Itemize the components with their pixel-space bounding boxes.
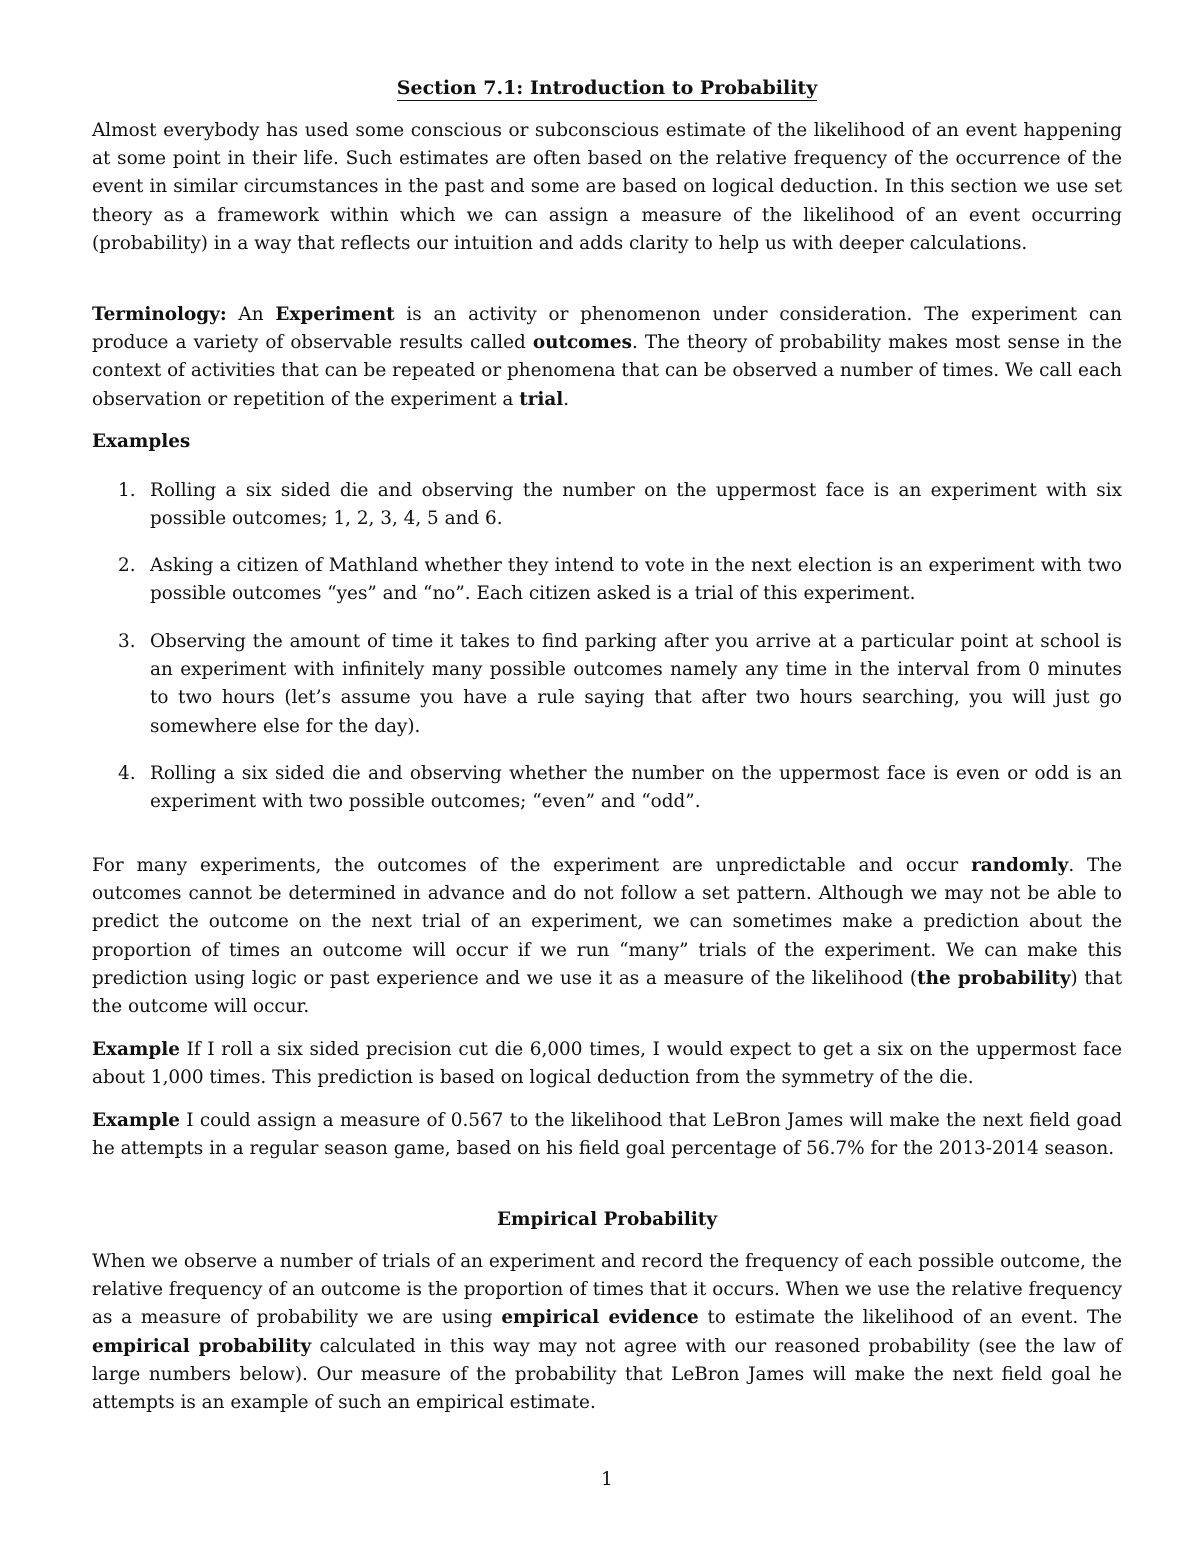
section-title: Section 7.1: Introduction to Probability bbox=[396, 77, 818, 99]
term-experiment: Experiment bbox=[275, 304, 395, 325]
terminology-paragraph: Terminology: An Experiment is an activity or phenomenon under consideration. The experiment can produce a variety of observable results called outcomes. The theory of probability makes most sense in the context of activities that can be repeated or phenomena that can be observed a number of times. We call each observation or repetition of the experiment a trial. bbox=[92, 304, 1122, 410]
example-label: Example bbox=[92, 1039, 180, 1060]
list-item-text: Observing the amount of time it takes to find parking after you arrive at a particular point at school is an experiment with infinitely many possible outcomes namely any time in the interval from 0 minutes to two hours (let’s assume you have a rule saying that after two hours searching, you will just go somewhere else for the day). bbox=[150, 631, 1122, 737]
example-lebron-paragraph: Example I could assign a measure of 0.567 to the likelihood that LeBron James will make the next field goad he attempts in a regular season game, based on his field goal percentage of 56.7% for the 2013-2014 season. bbox=[92, 1110, 1122, 1160]
term-empirical-probability: empirical probability bbox=[92, 1335, 312, 1357]
term-randomly: randomly bbox=[971, 855, 1069, 876]
terminology-label: Terminology: bbox=[92, 304, 227, 325]
intro-paragraph: Almost everybody has used some conscious or subconscious estimate of the likelihood of an event happening at some point in their life. Such estimates are often based on the relative frequency of the occurrence of the event in similar circumstances in the past and some are based on logical deduction. In this section we use set theory as a framework within which we can assign a measure of the likelihood of an event occurring (probability) in a way that reflects our intuition and adds clarity to help us with deeper calculations. bbox=[92, 120, 1122, 254]
term-trial: trial bbox=[519, 388, 564, 410]
list-item-number: 4. bbox=[118, 763, 136, 784]
list-item-number: 2. bbox=[118, 555, 136, 576]
randomness-paragraph: For many experiments, the outcomes of the experiment are unpredictable and occur randomly. The outcomes cannot be determined in advance and do not follow a set pattern. Although we may not be able to predict the outcome on the next trial of an experiment, we can sometimes make a prediction about the proportion of times an outcome will occur if we run “many” trials of the experiment. We can make this prediction using logic or past experience and we use it as a measure of the likelihood (the probability) that the outcome will occur. bbox=[92, 855, 1123, 1018]
empirical-paragraph: When we observe a number of trials of an experiment and record the frequency of each possible outcome, the relative frequency of an outcome is the proportion of times that it occurs. When we use the relative frequency as a measure of probability we are using empirical evidence to estimate the likelihood of an event. The empirical probability calculated in this way may not agree with our reasoned probability (see the law of large numbers below). Our measure of the probability that LeBron James will make the next field goal he attempts is an example of such an empirical estimate. bbox=[92, 1251, 1122, 1414]
list-item-text: Rolling a six sided die and observing whether the number on the uppermost face is even or odd is an experiment with two possible outcomes; “even” and “odd”. bbox=[150, 763, 1122, 813]
list-item-number: 3. bbox=[118, 631, 136, 652]
term-the-probability: the probability bbox=[917, 967, 1071, 989]
example-label: Example bbox=[92, 1110, 180, 1131]
list-item-number: 1. bbox=[118, 480, 136, 501]
list-item-text: Asking a citizen of Mathland whether they intend to vote in the next election is an experiment with two possible outcomes “yes” and “no”. Each citizen asked is a trial of this experiment. bbox=[150, 555, 1122, 605]
page-number: 1 bbox=[601, 1469, 613, 1490]
term-empirical-evidence: empirical evidence bbox=[501, 1307, 699, 1329]
term-outcomes: outcomes bbox=[532, 332, 632, 354]
example-die-paragraph: Example If I roll a six sided precision cut die 6,000 times, I would expect to get a six on the uppermost face about 1,000 times. This prediction is based on logical deduction from the symmetry of the die. bbox=[92, 1039, 1122, 1089]
examples-heading: Examples bbox=[92, 431, 191, 452]
list-item-text: Rolling a six sided die and observing the number on the uppermost face is an experiment with six possible outcomes; 1, 2, 3, 4, 5 and 6. bbox=[150, 480, 1122, 530]
empirical-probability-heading: Empirical Probability bbox=[496, 1209, 718, 1230]
